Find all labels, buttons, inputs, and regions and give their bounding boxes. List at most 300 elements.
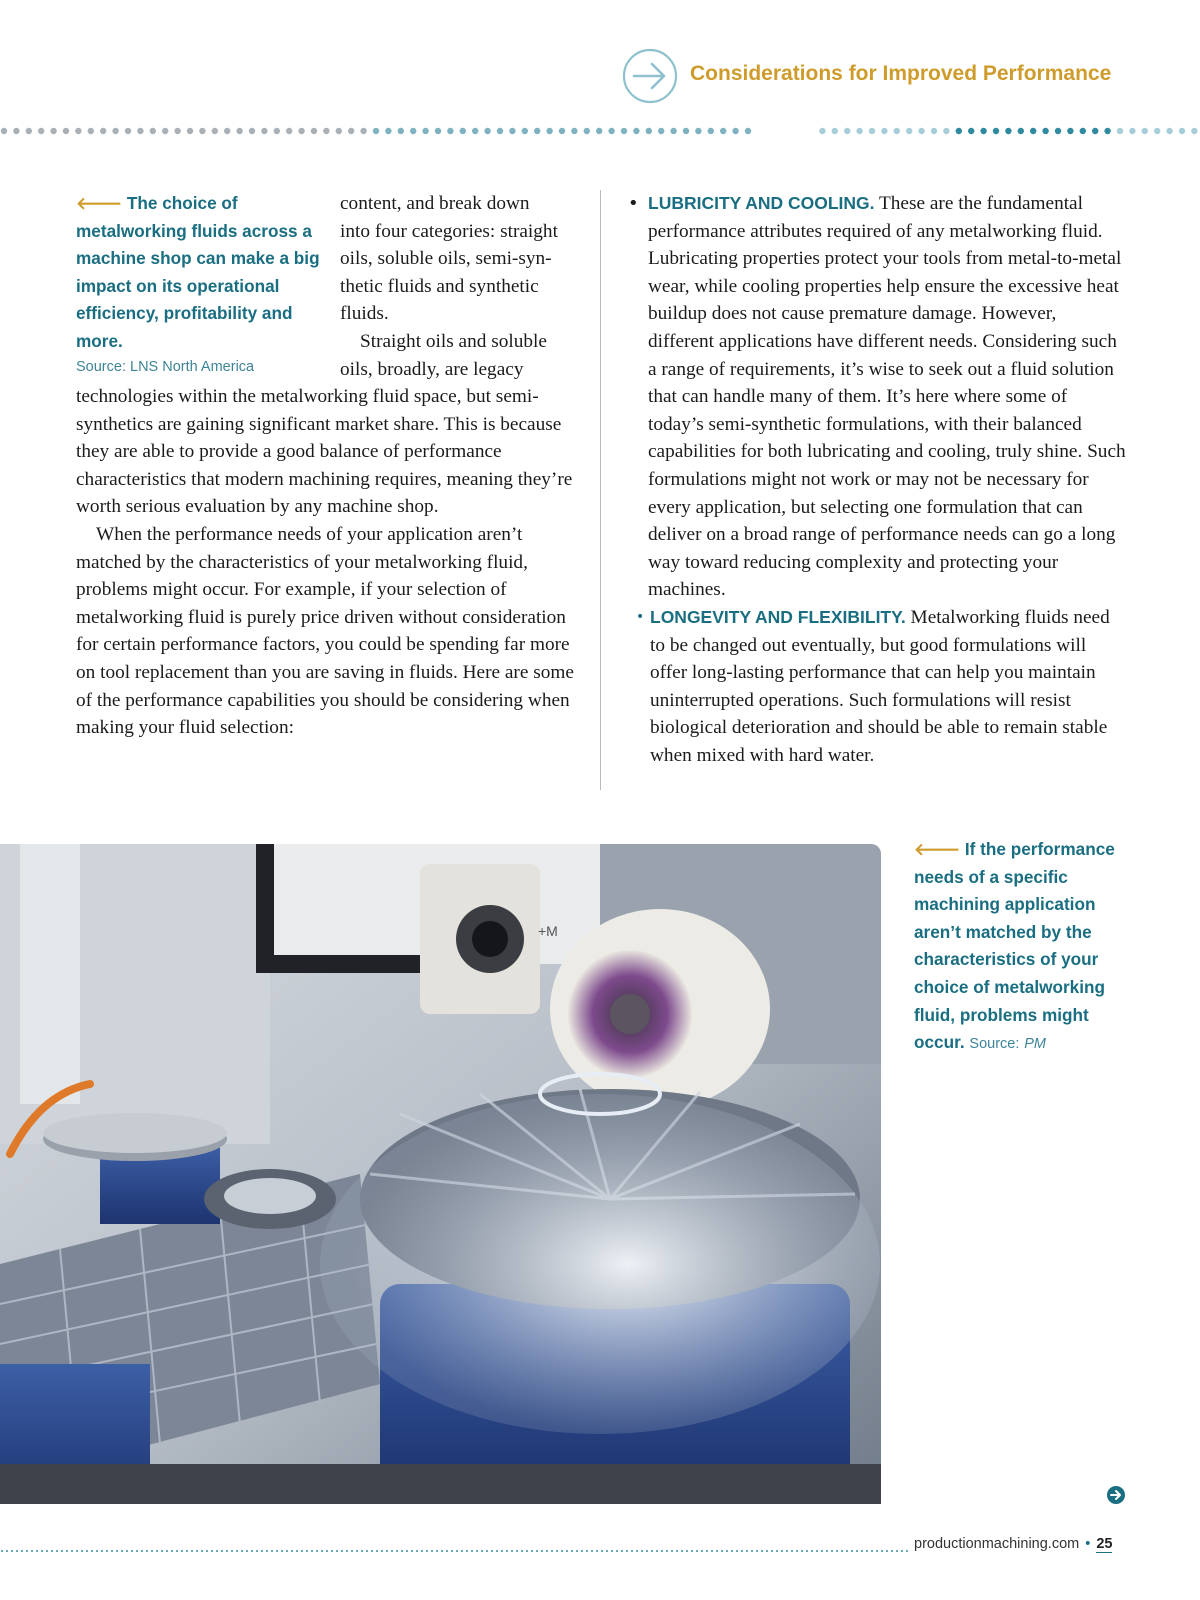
footer-divider-dot <box>526 1550 528 1552</box>
footer-divider-dot <box>191 1550 193 1552</box>
footer-divider-dot <box>531 1550 533 1552</box>
divider-dot <box>1055 128 1061 134</box>
footer-divider-dot <box>781 1550 783 1552</box>
footer-divider-dot <box>661 1550 663 1552</box>
footer-divider-dot <box>126 1550 128 1552</box>
left-caption-source: Source: LNS North America <box>76 358 255 375</box>
divider-dot <box>1092 128 1098 134</box>
footer-divider-dot <box>176 1550 178 1552</box>
divider-dot <box>162 128 168 134</box>
divider-dot <box>50 128 56 134</box>
col1-line: fluids. <box>340 303 389 325</box>
footer-divider-dot <box>506 1550 508 1552</box>
divider-dot <box>1129 128 1135 134</box>
footer-divider-dot <box>716 1550 718 1552</box>
footer-divider-dot <box>641 1550 643 1552</box>
photo-label: +M <box>538 923 558 939</box>
footer-divider-dot <box>386 1550 388 1552</box>
footer-divider-dot <box>751 1550 753 1552</box>
footer-dot-divider <box>0 1548 910 1554</box>
footer-divider-dot <box>836 1550 838 1552</box>
footer-divider-dot <box>401 1550 403 1552</box>
footer-divider-dot <box>741 1550 743 1552</box>
footer-divider-dot <box>611 1550 613 1552</box>
divider-dot <box>1018 128 1024 134</box>
divider-dot <box>1 128 7 134</box>
col1-line: thetic fluids and synthetic <box>340 275 539 297</box>
bullet-body: These are the fundamental performance attributes required of any metalworking fluid. Lubricating properties protect your tools from metal-to-metal wear, while cooling properties help ensure the excessive heat buildup does not cause premature damage. However, different applications have different needs. Considering such a range of requirements, it’s wise to seek out a fluid solution that can handle many of them. It’s here where some of today’s semi-synthetic formulations, with their balanced capabilities for both lubricating and cooling, truly shine. Such formulations might not work or may not be necessary for every application, but selecting one formulation that can deliver on a broad range of performance needs can go a long way toward reducing complexity and protecting your machines. <box>648 193 1126 601</box>
footer-divider-dot <box>161 1550 163 1552</box>
footer-divider-dot <box>891 1550 893 1552</box>
footer-divider-dot <box>801 1550 803 1552</box>
footer-divider-dot <box>576 1550 578 1552</box>
col1-narrow <box>340 190 590 383</box>
footer-divider-dot <box>131 1550 133 1552</box>
footer-divider-dot <box>866 1550 868 1552</box>
footer-divider-dot <box>316 1550 318 1552</box>
divider-dot <box>373 128 379 134</box>
footer-divider-dot <box>676 1550 678 1552</box>
footer-divider-dot <box>41 1550 43 1552</box>
footer-divider-dot <box>101 1550 103 1552</box>
footer-divider-dot <box>601 1550 603 1552</box>
divider-dot <box>261 128 267 134</box>
footer-divider-dot <box>96 1550 98 1552</box>
footer-divider-dot <box>821 1550 823 1552</box>
divider-dot <box>856 128 862 134</box>
divider-dot <box>670 128 676 134</box>
divider-dot <box>708 128 714 134</box>
divider-dot <box>311 128 317 134</box>
footer-divider-dot <box>431 1550 433 1552</box>
footer-divider-dot <box>571 1550 573 1552</box>
left-caption <box>76 190 326 378</box>
header-dot-divider <box>0 124 1200 138</box>
divider-dot <box>1080 128 1086 134</box>
col1-wide-text: technologies within the metalworking fluid space, but semi-synthetics are gaining significant market share. This is because they are able to provide a good balance of performance characteristics that modern machining requires, meaning they’re worth serious evaluation by any machine shop. <box>76 386 573 518</box>
footer-divider-dot <box>326 1550 328 1552</box>
footer-divider-dot <box>861 1550 863 1552</box>
divider-dot <box>472 128 478 134</box>
next-page-arrow-icon[interactable] <box>1106 1485 1126 1505</box>
footer-divider-dot <box>491 1550 493 1552</box>
divider-dot <box>125 128 131 134</box>
footer-divider-dot <box>496 1550 498 1552</box>
footer-divider-dot <box>771 1550 773 1552</box>
footer-divider-dot <box>376 1550 378 1552</box>
divider-dot <box>559 128 565 134</box>
footer-divider-dot <box>746 1550 748 1552</box>
divider-dot <box>596 128 602 134</box>
column-divider <box>600 190 601 790</box>
divider-dot <box>844 128 850 134</box>
divider-dot <box>13 128 19 134</box>
col1-wide <box>76 383 586 742</box>
footer-divider-dot <box>291 1550 293 1552</box>
divider-dot <box>968 128 974 134</box>
col1-line: oils, soluble oils, semi-syn- <box>340 248 552 270</box>
footer-divider-dot <box>446 1550 448 1552</box>
footer-divider-dot <box>806 1550 808 1552</box>
footer-divider-dot <box>841 1550 843 1552</box>
footer-divider-dot <box>381 1550 383 1552</box>
footer-divider-dot <box>896 1550 898 1552</box>
bullet-heading: LUBRICITY AND COOLING. <box>648 193 875 213</box>
footer-divider-dot <box>236 1550 238 1552</box>
footer-divider-dot <box>706 1550 708 1552</box>
footer-divider-dot <box>881 1550 883 1552</box>
divider-dot <box>1104 128 1110 134</box>
divider-dot <box>88 128 94 134</box>
footer-divider-dot <box>701 1550 703 1552</box>
divider-dot <box>360 128 366 134</box>
footer-divider-dot <box>371 1550 373 1552</box>
footer-divider-dot <box>816 1550 818 1552</box>
footer-divider-dot <box>581 1550 583 1552</box>
footer-divider-dot <box>346 1550 348 1552</box>
divider-dot <box>336 128 342 134</box>
footer-divider-dot <box>826 1550 828 1552</box>
footer-divider-dot <box>46 1550 48 1552</box>
divider-dot <box>187 128 193 134</box>
divider-dot <box>1191 128 1197 134</box>
divider-dot <box>534 128 540 134</box>
footer-divider-dot <box>11 1550 13 1552</box>
machining-photo-illustration <box>0 844 881 1504</box>
divider-dot <box>150 128 156 134</box>
footer-divider-dot <box>271 1550 273 1552</box>
divider-dot <box>584 128 590 134</box>
divider-dot <box>410 128 416 134</box>
footer-divider-dot <box>216 1550 218 1552</box>
footer-divider-dot <box>586 1550 588 1552</box>
footer-divider-dot <box>681 1550 683 1552</box>
divider-dot <box>323 128 329 134</box>
footer-divider-dot <box>311 1550 313 1552</box>
footer-divider-dot <box>421 1550 423 1552</box>
footer-divider-dot <box>36 1550 38 1552</box>
footer-site: productionmachining.com <box>914 1536 1080 1552</box>
bullet-body: Metalworking fluids need to be changed out eventually, but good formulations will offer long-lasting performance that can help you maintain uninterrupted operations. Such formulations will resist biological deterioration and should be able to remain stable when mixed with hard water. <box>650 606 1110 766</box>
footer-divider-dot <box>51 1550 53 1552</box>
footer-divider-dot <box>321 1550 323 1552</box>
divider-dot <box>658 128 664 134</box>
footer-divider-dot <box>686 1550 688 1552</box>
divider-dot <box>236 128 242 134</box>
divider-dot <box>274 128 280 134</box>
footer-divider-dot <box>651 1550 653 1552</box>
footer-divider-dot <box>56 1550 58 1552</box>
divider-dot <box>1067 128 1073 134</box>
divider-dot <box>137 128 143 134</box>
footer-divider-dot <box>876 1550 878 1552</box>
footer-divider-dot <box>556 1550 558 1552</box>
footer-divider-dot <box>411 1550 413 1552</box>
divider-dot <box>546 128 552 134</box>
right-caption-source-label: Source: <box>969 1036 1020 1053</box>
footer-divider-dot <box>66 1550 68 1552</box>
footer-divider-dot <box>1 1550 3 1552</box>
divider-dot <box>385 128 391 134</box>
divider-dot <box>571 128 577 134</box>
footer-divider-dot <box>416 1550 418 1552</box>
footer-divider-dot <box>756 1550 758 1552</box>
footer-divider-dot <box>696 1550 698 1552</box>
footer-divider-dot <box>461 1550 463 1552</box>
divider-dot <box>1030 128 1036 134</box>
bullet-item <box>628 604 1126 770</box>
footer-divider-dot <box>91 1550 93 1552</box>
footer-divider-dot <box>871 1550 873 1552</box>
divider-dot <box>212 128 218 134</box>
footer-divider-dot <box>546 1550 548 1552</box>
footer-divider-dot <box>111 1550 113 1552</box>
footer-divider-dot <box>151 1550 153 1552</box>
footer-divider-dot <box>366 1550 368 1552</box>
divider-dot <box>1142 128 1148 134</box>
footer-divider-dot <box>726 1550 728 1552</box>
footer-divider-dot <box>76 1550 78 1552</box>
footer-divider-dot <box>206 1550 208 1552</box>
page-number: 25 <box>1096 1536 1113 1552</box>
footer-divider-dot <box>521 1550 523 1552</box>
footer-divider-dot <box>81 1550 83 1552</box>
divider-dot <box>1005 128 1011 134</box>
divider-dot <box>1042 128 1048 134</box>
divider-dot <box>484 128 490 134</box>
arrow-left-icon: 🡐 <box>76 193 123 213</box>
divider-dot <box>298 128 304 134</box>
divider-dot <box>63 128 69 134</box>
right-caption <box>914 836 1126 1059</box>
divider-dot <box>869 128 875 134</box>
divider-dot <box>447 128 453 134</box>
footer-divider-dot <box>856 1550 858 1552</box>
footer-divider-dot <box>511 1550 513 1552</box>
footer-divider-dot <box>181 1550 183 1552</box>
footer-divider-dot <box>606 1550 608 1552</box>
footer-divider-dot <box>241 1550 243 1552</box>
col2 <box>628 190 1126 769</box>
footer-divider-dot <box>671 1550 673 1552</box>
divider-dot <box>249 128 255 134</box>
divider-dot <box>1117 128 1123 134</box>
divider-dot <box>621 128 627 134</box>
bullet-dot-icon: • <box>628 193 639 214</box>
bullet-dot-icon: • <box>636 608 645 625</box>
footer-separator: • <box>1085 1536 1091 1552</box>
machining-photo <box>0 844 881 1504</box>
divider-dot <box>745 128 751 134</box>
footer-divider-dot <box>846 1550 848 1552</box>
footer-divider-dot <box>466 1550 468 1552</box>
footer-divider-dot <box>796 1550 798 1552</box>
divider-dot <box>100 128 106 134</box>
footer-divider-dot <box>646 1550 648 1552</box>
footer <box>914 1536 1112 1552</box>
footer-divider-dot <box>251 1550 253 1552</box>
footer-divider-dot <box>276 1550 278 1552</box>
footer-divider-dot <box>351 1550 353 1552</box>
divider-dot <box>112 128 118 134</box>
divider-dot <box>224 128 230 134</box>
footer-divider-dot <box>16 1550 18 1552</box>
divider-dot <box>646 128 652 134</box>
divider-dot <box>832 128 838 134</box>
footer-divider-dot <box>116 1550 118 1552</box>
footer-divider-dot <box>61 1550 63 1552</box>
col1-line: oils, broadly, are legacy <box>340 358 524 380</box>
footer-divider-dot <box>791 1550 793 1552</box>
footer-divider-dot <box>246 1550 248 1552</box>
footer-divider-dot <box>566 1550 568 1552</box>
bullet-item <box>628 190 1126 604</box>
divider-dot <box>509 128 515 134</box>
divider-dot <box>980 128 986 134</box>
divider-dot <box>348 128 354 134</box>
footer-divider-dot <box>776 1550 778 1552</box>
footer-divider-dot <box>906 1550 908 1552</box>
footer-divider-dot <box>851 1550 853 1552</box>
divider-dot <box>497 128 503 134</box>
footer-divider-dot <box>361 1550 363 1552</box>
footer-divider-dot <box>86 1550 88 1552</box>
footer-divider-dot <box>636 1550 638 1552</box>
footer-divider-dot <box>281 1550 283 1552</box>
footer-divider-dot <box>141 1550 143 1552</box>
footer-divider-dot <box>541 1550 543 1552</box>
footer-divider-dot <box>196 1550 198 1552</box>
footer-divider-dot <box>391 1550 393 1552</box>
arrow-right-circle-icon <box>622 48 678 104</box>
divider-dot <box>918 128 924 134</box>
footer-divider-dot <box>146 1550 148 1552</box>
divider-dot <box>435 128 441 134</box>
footer-divider-dot <box>451 1550 453 1552</box>
footer-divider-dot <box>71 1550 73 1552</box>
footer-divider-dot <box>331 1550 333 1552</box>
footer-divider-dot <box>626 1550 628 1552</box>
footer-divider-dot <box>186 1550 188 1552</box>
footer-divider-dot <box>221 1550 223 1552</box>
footer-divider-dot <box>656 1550 658 1552</box>
col1-line: Straight oils and soluble <box>360 330 547 352</box>
footer-divider-dot <box>426 1550 428 1552</box>
bullet-heading: LONGEVITY AND FLEXIBILITY. <box>650 606 906 627</box>
left-caption-text: The choice of metalworking fluids across a machine shop can make a big impact on its operational efficiency, profitability and more. <box>76 193 320 351</box>
divider-dot <box>174 128 180 134</box>
divider-dot <box>993 128 999 134</box>
divider-dot <box>286 128 292 134</box>
footer-divider-dot <box>436 1550 438 1552</box>
arrow-left-icon: 🡐 <box>914 839 961 859</box>
col1-line: into four categories: straight <box>340 220 558 242</box>
footer-divider-dot <box>561 1550 563 1552</box>
footer-divider-dot <box>666 1550 668 1552</box>
divider-dot <box>522 128 528 134</box>
footer-divider-dot <box>121 1550 123 1552</box>
footer-divider-dot <box>6 1550 8 1552</box>
footer-divider-dot <box>266 1550 268 1552</box>
footer-divider-dot <box>631 1550 633 1552</box>
footer-divider-dot <box>596 1550 598 1552</box>
divider-dot <box>1166 128 1172 134</box>
footer-divider-dot <box>616 1550 618 1552</box>
footer-divider-dot <box>481 1550 483 1552</box>
footer-divider-dot <box>691 1550 693 1552</box>
footer-divider-dot <box>501 1550 503 1552</box>
footer-divider-dot <box>301 1550 303 1552</box>
footer-divider-dot <box>166 1550 168 1552</box>
divider-dot <box>695 128 701 134</box>
footer-divider-dot <box>256 1550 258 1552</box>
footer-divider-dot <box>711 1550 713 1552</box>
footer-divider-dot <box>901 1550 903 1552</box>
divider-dot <box>906 128 912 134</box>
footer-divider-dot <box>201 1550 203 1552</box>
footer-divider-dot <box>766 1550 768 1552</box>
footer-divider-dot <box>211 1550 213 1552</box>
divider-dot <box>460 128 466 134</box>
divider-dot <box>931 128 937 134</box>
divider-dot <box>608 128 614 134</box>
divider-dot <box>819 128 825 134</box>
footer-divider-dot <box>26 1550 28 1552</box>
divider-dot <box>199 128 205 134</box>
divider-dot <box>943 128 949 134</box>
footer-divider-dot <box>441 1550 443 1552</box>
footer-divider-dot <box>486 1550 488 1552</box>
footer-divider-dot <box>356 1550 358 1552</box>
footer-divider-dot <box>171 1550 173 1552</box>
divider-dot <box>75 128 81 134</box>
footer-divider-dot <box>396 1550 398 1552</box>
footer-divider-dot <box>156 1550 158 1552</box>
footer-divider-dot <box>286 1550 288 1552</box>
divider-dot <box>881 128 887 134</box>
footer-divider-dot <box>226 1550 228 1552</box>
footer-divider-dot <box>516 1550 518 1552</box>
footer-divider-dot <box>761 1550 763 1552</box>
divider-dot <box>1154 128 1160 134</box>
footer-divider-dot <box>136 1550 138 1552</box>
footer-divider-dot <box>31 1550 33 1552</box>
footer-divider-dot <box>406 1550 408 1552</box>
divider-dot <box>732 128 738 134</box>
footer-divider-dot <box>786 1550 788 1552</box>
divider-dot <box>398 128 404 134</box>
footer-divider-dot <box>296 1550 298 1552</box>
divider-dot <box>683 128 689 134</box>
footer-divider-dot <box>591 1550 593 1552</box>
footer-divider-dot <box>231 1550 233 1552</box>
footer-divider-dot <box>831 1550 833 1552</box>
footer-divider-dot <box>261 1550 263 1552</box>
divider-dot <box>38 128 44 134</box>
footer-divider-dot <box>476 1550 478 1552</box>
divider-dot <box>956 128 962 134</box>
footer-divider-dot <box>886 1550 888 1552</box>
divider-dot <box>633 128 639 134</box>
col1-para2: When the performance needs of your application aren’t matched by the characteristics of your metalworking fluid, problems might occur. For example, if your selection of metalworking fluid is purely price driven without consideration for certain performance factors, you could be spending far more on tool replacement than you are saving in fluids. Here are some of the performance capabilities you should be considering when making your fluid selection: <box>76 523 574 739</box>
footer-divider-dot <box>736 1550 738 1552</box>
footer-divider-dot <box>551 1550 553 1552</box>
footer-divider-dot <box>336 1550 338 1552</box>
section-title: Considerations for Improved Performance <box>690 62 1112 85</box>
footer-divider-dot <box>456 1550 458 1552</box>
footer-divider-dot <box>306 1550 308 1552</box>
footer-divider-dot <box>811 1550 813 1552</box>
